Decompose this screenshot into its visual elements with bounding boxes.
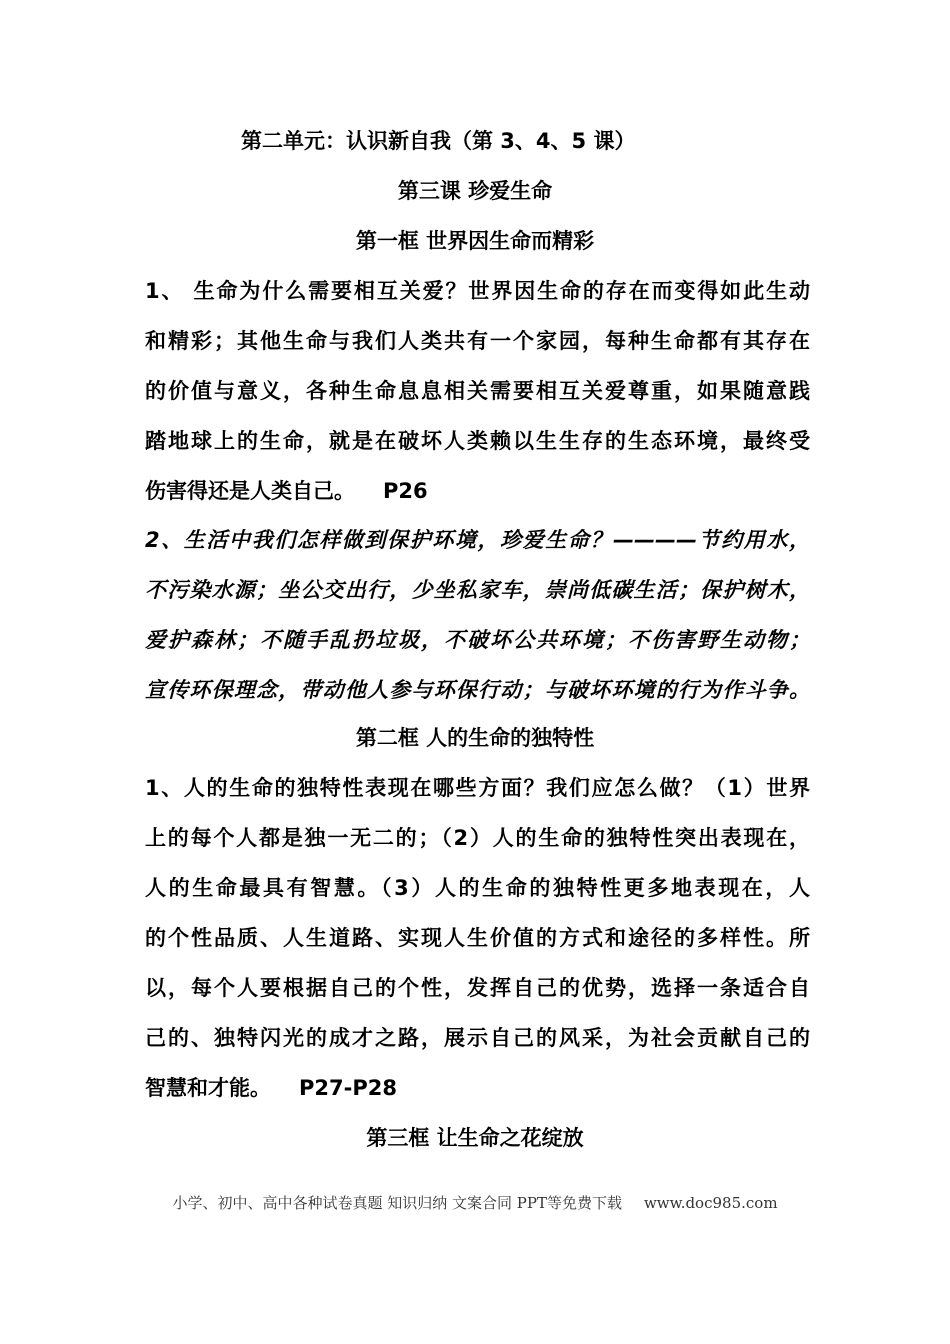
footer-text: 小学、初中、高中各种试卷真题 知识归纳 文案合同 PPT等免费下载 <box>172 1194 622 1212</box>
text-line-last <box>145 1063 810 1113</box>
text-line: 以，每个人要根据自己的个性，发挥自己的优势，选择一条适合自 <box>145 976 810 1000</box>
page-reference: P27-P28 <box>299 1076 397 1100</box>
text-line: 2、生活中我们怎样做到保护环境，珍爱生命？————节约用水， <box>145 528 810 552</box>
text-line: 踏地球上的生命，就是在破坏人类赖以生生存的生态环境，最终受 <box>145 429 810 453</box>
text-line: 人的生命最具有智慧。（3）人的生命的独特性更多地表现在，人 <box>145 876 810 900</box>
text-line: 1、 生命为什么需要相互关爱？世界因生命的存在而变得如此生动 <box>145 279 810 303</box>
text-line: 上的每个人都是独一无二的；（2）人的生命的独特性突出表现在， <box>145 826 810 850</box>
frame1-title: 第一框 世界因生命而精彩 <box>355 229 595 253</box>
text-line: 的个性品质、人生道路、实现人生价值的方式和途径的多样性。所 <box>145 926 810 950</box>
text-line: 的价值与意义，各种生命息息相关需要相互关爱尊重，如果随意践 <box>145 379 810 403</box>
frame2-title: 第二框 人的生命的独特性 <box>355 726 595 750</box>
lesson-title: 第三课 珍爱生命 <box>397 179 553 203</box>
frame3-title: 第三框 让生命之花绽放 <box>366 1126 584 1150</box>
text-fragment: 智慧和才能。 <box>145 1076 271 1100</box>
frame1-question1 <box>145 266 810 516</box>
page-footer <box>0 1192 950 1213</box>
text-line: 己的、独特闪光的成才之路，展示自己的风采，为社会贡献自己的 <box>145 1026 810 1050</box>
text-line: 爱护森林；不随手乱扔垃圾，不破坏公共环境；不伤害野生动物； <box>145 628 810 652</box>
text-line: 不污染水源；坐公交出行，少坐私家车，崇尚低碳生活；保护树木， <box>145 578 810 602</box>
frame2-question1 <box>145 763 810 1113</box>
frame1-question2 <box>145 515 810 715</box>
text-line-last <box>145 466 810 516</box>
footer-url: www.doc985.com <box>643 1194 778 1212</box>
text-line: 和精彩；其他生命与我们人类共有一个家园，每种生命都有其存在 <box>145 329 810 353</box>
unit-title: 第二单元：认识新自我（第 3、4、5 课） <box>241 129 636 153</box>
text-line: 宣传环保理念，带动他人参与环保行动；与破坏环境的行为作斗争。 <box>145 678 810 702</box>
page-reference: P26 <box>383 479 428 503</box>
text-line: 1、人的生命的独特性表现在哪些方面？我们应怎么做？（1）世界 <box>145 776 810 800</box>
text-fragment: 伤害得还是人类自己。 <box>145 479 355 503</box>
